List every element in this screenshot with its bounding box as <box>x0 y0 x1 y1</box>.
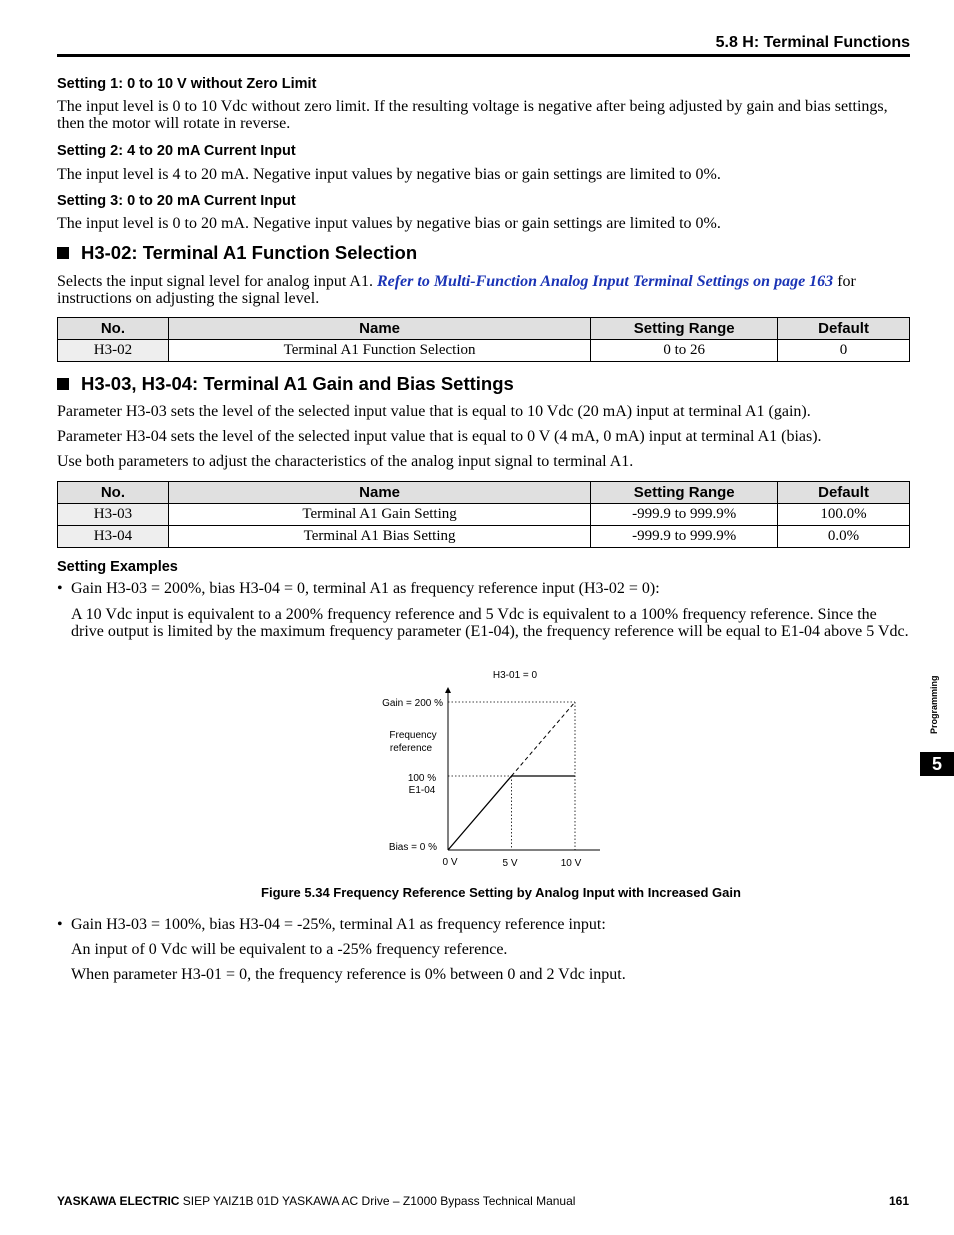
param-default: 0.0% <box>778 526 910 548</box>
y-label-line1: Frequency <box>389 730 437 741</box>
param-no: H3-04 <box>58 526 169 548</box>
figure-caption: Figure 5.34 Frequency Reference Setting by Analog Input with Increased Gain <box>261 885 741 900</box>
param-name: Terminal A1 Function Selection <box>168 340 590 362</box>
x-tick-0v: 0 V <box>442 857 458 868</box>
example2-line2: When parameter H3-01 = 0, the frequency reference is 0% between 0 and 2 Vdc input. <box>71 966 626 983</box>
h302-text-after: for instructions on adjusting the signal level. <box>57 273 856 307</box>
setting3-heading: Setting 3: 0 to 20 mA Current Input <box>57 193 296 209</box>
param-no: H3-02 <box>58 340 169 362</box>
example1-text: A 10 Vdc input is equivalent to a 200% frequency reference and 5 Vdc is equivalent to a 100% frequency reference. Since the drive output is limited by the maximum frequency parameter (E1-04), the frequency reference will be equal to E1-04 above 5 Vdc. <box>71 606 909 640</box>
example2-line1: An input of 0 Vdc will be equivalent to a -25% frequency reference. <box>71 941 508 958</box>
frequency-reference-chart <box>360 662 600 872</box>
header-rule <box>57 54 910 57</box>
param-default: 0 <box>778 340 910 362</box>
col-header-setting-range: Setting Range <box>591 482 778 504</box>
table-row <box>58 526 910 548</box>
col-header-no: No. <box>58 318 169 340</box>
param-range: 0 to 26 <box>591 340 778 362</box>
y-tick-100: 100 % <box>407 773 437 784</box>
setting2-heading: Setting 2: 4 to 20 mA Current Input <box>57 143 296 159</box>
param-range: -999.9 to 999.9% <box>591 504 778 526</box>
bullet-marker: • <box>57 580 63 597</box>
col-header-name: Name <box>168 482 590 504</box>
col-header-default: Default <box>778 318 910 340</box>
setting-examples-heading: Setting Examples <box>57 559 178 575</box>
h303-paragraph-1: Parameter H3-03 sets the level of the selected input value that is equal to 10 Vdc (20 mA) input at terminal A1 (gain). <box>57 403 811 420</box>
table-row <box>58 504 910 526</box>
y-tick-e104: E1-04 <box>408 785 436 796</box>
setting2-text: The input level is 4 to 20 mA. Negative input values by negative bias or gain settings are limited to 0%. <box>57 166 721 183</box>
table-header-row <box>58 482 910 504</box>
example1-bullet: Gain H3-03 = 200%, bias H3-04 = 0, terminal A1 as frequency reference input (H3-02 = 0): <box>71 580 660 597</box>
page-header-title: 5.8 H: Terminal Functions <box>715 34 910 51</box>
h303-parameter-table <box>57 481 910 548</box>
col-header-setting-range: Setting Range <box>591 318 778 340</box>
chapter-tab[interactable]: 5 <box>920 752 954 776</box>
h302-heading <box>57 242 417 264</box>
footer-brand: YASKAWA ELECTRIC <box>57 1194 180 1208</box>
h303-paragraph-3: Use both parameters to adjust the characteristics of the analog input signal to terminal A1. <box>57 453 634 470</box>
y-tick-bias: Bias = 0 % <box>388 842 437 853</box>
y-tick-gain: Gain = 200 % <box>382 698 443 709</box>
footer-doc-info <box>57 1194 575 1208</box>
footer-doc-title: SIEP YAIZ1B 01D YASKAWA AC Drive – Z1000 Bypass Technical Manual <box>179 1194 576 1208</box>
h302-parameter-table <box>57 317 910 362</box>
h302-description <box>57 273 910 307</box>
page-number: 161 <box>888 1194 909 1208</box>
param-range: -999.9 to 999.9% <box>591 526 778 548</box>
h302-heading-text: H3-02: Terminal A1 Function Selection <box>81 242 418 263</box>
bullet-marker: • <box>57 916 63 933</box>
setting1-heading: Setting 1: 0 to 10 V without Zero Limit <box>57 76 317 92</box>
example2-bullet: Gain H3-03 = 100%, bias H3-04 = -25%, terminal A1 as frequency reference input: <box>71 916 606 933</box>
col-header-name: Name <box>168 318 590 340</box>
x-tick-10v: 10 V <box>560 858 582 869</box>
setting1-text: The input level is 0 to 10 Vdc without zero limit. If the resulting voltage is negative after being adjusted by gain and bias settings, then the motor will rotate in reverse. <box>57 98 888 132</box>
param-name: Terminal A1 Gain Setting <box>168 504 590 526</box>
series-dashed-line <box>512 702 576 776</box>
col-header-default: Default <box>778 482 910 504</box>
table-header-row <box>58 318 910 340</box>
param-name: Terminal A1 Bias Setting <box>168 526 590 548</box>
x-tick-5v: 5 V <box>502 858 518 869</box>
side-section-label: Programming <box>929 675 939 734</box>
h303-heading-text: H3-03, H3-04: Terminal A1 Gain and Bias Settings <box>81 373 514 394</box>
h302-reference-link[interactable]: Refer to Multi-Function Analog Input Terminal Settings on page 163 <box>376 273 834 290</box>
setting3-text: The input level is 0 to 20 mA. Negative input values by negative bias or gain settings are limited to 0%. <box>57 215 721 232</box>
section-square-icon <box>57 247 69 259</box>
param-no: H3-03 <box>58 504 169 526</box>
section-square-icon <box>57 378 69 390</box>
param-default: 100.0% <box>778 504 910 526</box>
h302-text-before: Selects the input signal level for analog input A1. <box>57 273 377 290</box>
y-label-line2: reference <box>389 743 433 754</box>
h303-heading <box>57 373 514 395</box>
h303-paragraph-2: Parameter H3-04 sets the level of the selected input value that is equal to 0 V (4 mA, 0 mA) input at terminal A1 (bias). <box>57 428 822 445</box>
chart-title: H3-01 = 0 <box>492 670 538 681</box>
col-header-no: No. <box>58 482 169 504</box>
table-row <box>58 340 910 362</box>
